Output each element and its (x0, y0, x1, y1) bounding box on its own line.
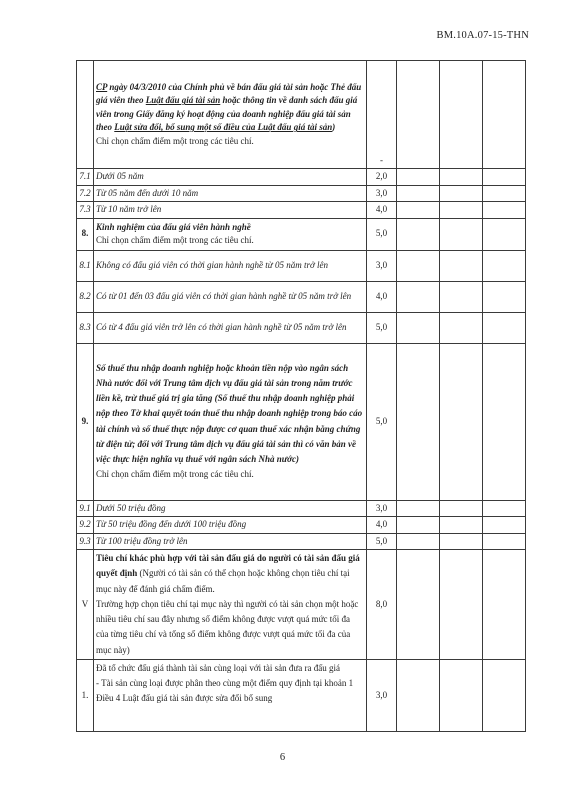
score-cell: 3,0 (367, 660, 397, 732)
empty-cell (483, 250, 526, 281)
score-cell: 4,0 (367, 281, 397, 312)
instruction-text: Chỉ chọn chấm điểm một trong các tiêu chí. (96, 469, 254, 480)
score-cell: 8,0 (367, 550, 397, 660)
criterion-cell: Có từ 01 đến 03 đấu giá viên có thời gian hành nghề từ 05 năm trở lên (94, 281, 367, 312)
score-cell: 4,0 (367, 517, 397, 534)
empty-cell (483, 312, 526, 343)
table-row (77, 550, 526, 660)
criterion-cell (94, 660, 367, 732)
empty-cell (483, 660, 526, 732)
empty-cell (397, 61, 440, 169)
score-cell: 5,0 (367, 312, 397, 343)
criterion-cell (94, 61, 367, 169)
empty-cell (440, 660, 483, 732)
empty-cell (397, 550, 440, 660)
table-row (77, 517, 526, 534)
empty-cell (397, 517, 440, 534)
empty-cell (397, 202, 440, 219)
empty-cell (440, 61, 483, 169)
empty-cell (483, 550, 526, 660)
empty-cell (483, 500, 526, 517)
criterion-text: Luật sửa đổi, bổ sung một số điều của Luật đấu giá tài sản (114, 122, 333, 133)
empty-cell (397, 660, 440, 732)
empty-cell (483, 185, 526, 202)
empty-cell (440, 312, 483, 343)
criterion-text: - Tài sản cùng loại được phân theo cùng một điểm quy định tại khoản 1 Điều 4 Luật đấu giá tài sản được sửa đổi bổ sung (96, 678, 354, 704)
instruction-text: Chỉ chọn chấm điểm một trong các tiêu chí. (96, 235, 254, 245)
empty-cell (483, 202, 526, 219)
criterion-cell: Có từ 4 đấu giá viên trở lên có thời gian hành nghề từ 05 năm trở lên (94, 312, 367, 343)
empty-cell (397, 312, 440, 343)
criterion-cell: Dưới 05 năm (94, 169, 367, 186)
empty-cell (397, 533, 440, 550)
table-row (77, 343, 526, 500)
criterion-text: Trường hợp chọn tiêu chí tại mục này thì người có tài sản chọn một hoặc nhiều tiêu chí sau đây nhưng số điểm không được vượt quá mức tối đa của từng tiêu chí và tổng số điểm không được vượt quá mức tối đa của mục này) (96, 598, 359, 655)
index-cell: 9.1 (77, 500, 94, 517)
empty-cell (440, 281, 483, 312)
index-cell: 7.3 (77, 202, 94, 219)
empty-cell (440, 500, 483, 517)
criterion-text: Đã tổ chức đấu giá thành tài sản cùng loại với tài sản đưa ra đấu giá (96, 663, 340, 673)
index-cell: 9. (77, 343, 94, 500)
empty-cell (397, 218, 440, 250)
empty-cell (483, 61, 526, 169)
empty-cell (483, 169, 526, 186)
instruction-text: Chỉ chọn chấm điểm một trong các tiêu chí. (96, 135, 254, 146)
empty-cell (440, 517, 483, 534)
index-cell: 8. (77, 218, 94, 250)
criterion-cell: Từ 100 triệu đồng trở lên (94, 533, 367, 550)
table-row (77, 660, 526, 732)
index-cell: 7.1 (77, 169, 94, 186)
criterion-cell: Không có đấu giá viên có thời gian hành nghề từ 05 năm trở lên (94, 250, 367, 281)
criterion-text: ) (332, 122, 336, 133)
empty-cell (440, 169, 483, 186)
empty-cell (397, 343, 440, 500)
index-cell: 8.2 (77, 281, 94, 312)
criterion-title: Tiêu chí khác phù hợp với tài sản đấu giá do người có tài sản đấu giá quyết định (96, 553, 360, 579)
empty-cell (440, 533, 483, 550)
empty-cell (483, 517, 526, 534)
empty-cell (483, 218, 526, 250)
score-cell: 2,0 (367, 169, 397, 186)
empty-cell (483, 281, 526, 312)
index-cell: 7.2 (77, 185, 94, 202)
criterion-cell (94, 343, 367, 500)
table-row (77, 281, 526, 312)
table-row (77, 218, 526, 250)
criterion-title: Kinh nghiệm của đấu giá viên hành nghề (96, 221, 251, 232)
index-cell: V (77, 550, 94, 660)
score-value: - (380, 154, 383, 165)
index-cell: 9.2 (77, 517, 94, 534)
table-row (77, 185, 526, 202)
index-cell (77, 61, 94, 169)
criterion-text: Luật đấu giá tài sản (145, 95, 221, 106)
index-cell: 8.3 (77, 312, 94, 343)
score-cell: 5,0 (367, 533, 397, 550)
table-row (77, 61, 526, 169)
empty-cell (483, 533, 526, 550)
criterion-cell (94, 550, 367, 660)
empty-cell (440, 550, 483, 660)
page-number: 6 (279, 752, 286, 763)
table-row (77, 169, 526, 186)
index-cell: 9.3 (77, 533, 94, 550)
empty-cell (397, 500, 440, 517)
score-cell: 3,0 (367, 185, 397, 202)
criterion-text: CP (96, 81, 108, 92)
score-cell: 3,0 (367, 500, 397, 517)
score-cell: 5,0 (367, 218, 397, 250)
empty-cell (440, 250, 483, 281)
index-cell: 8.1 (77, 250, 94, 281)
empty-cell (397, 185, 440, 202)
criterion-cell: Từ 10 năm trở lên (94, 202, 367, 219)
criterion-text: ngày 04/3/2010 của Chính phủ về bán đấu giá tài sản hoặc Thẻ đấu giá viên theo (96, 81, 362, 106)
empty-cell (397, 281, 440, 312)
criterion-cell: Từ 05 năm đến dưới 10 năm (94, 185, 367, 202)
empty-cell (397, 250, 440, 281)
score-cell: 5,0 (367, 343, 397, 500)
table-row (77, 500, 526, 517)
document-code: BM.10A.07-15-THN (436, 30, 529, 41)
criterion-title: Số thuế thu nhập doanh nghiệp hoặc khoản tiền nộp vào ngân sách Nhà nước đối với Trung tâm dịch vụ đấu giá tài sản trong năm trước liền kề, trừ thuế giá trị gia tăng (Số thuế thu nhập doanh nghiệp phải nộp theo Tờ khai quyết toán thuế thu nhập doanh nghiệp trong báo cáo tài chính và số thuế thực nộp được cơ quan thuế xác nhận bằng chứng từ điện tử; đối với Trung tâm dịch vụ đấu giá tài sản thì có văn bản về việc thực hiện nghĩa vụ thuế với ngân sách Nhà nước) (96, 362, 363, 464)
score-cell: 3,0 (367, 250, 397, 281)
criterion-text: (Người có tài sản có thể chọn hoặc không chọn tiêu chí tại mục này để đánh giá chấm điểm. (96, 568, 350, 594)
empty-cell (483, 343, 526, 500)
criterion-cell: Từ 50 triệu đồng đến dưới 100 triệu đồng (94, 517, 367, 534)
table-row (77, 202, 526, 219)
score-cell: 4,0 (367, 202, 397, 219)
table-row (77, 533, 526, 550)
empty-cell (440, 185, 483, 202)
criterion-cell: Dưới 50 triệu đồng (94, 500, 367, 517)
criterion-cell (94, 218, 367, 250)
table-row (77, 250, 526, 281)
criterion-text: hoặc thông tin về danh sách đấu giá viên trong Giấy đăng ký hoạt động của doanh nghiệp đấu giá tài sản theo (96, 95, 358, 133)
table-row (77, 312, 526, 343)
empty-cell (440, 202, 483, 219)
empty-cell (440, 218, 483, 250)
score-cell (367, 61, 397, 169)
index-cell: 1. (77, 660, 94, 732)
scoring-criteria-table (76, 60, 526, 732)
empty-cell (440, 343, 483, 500)
empty-cell (397, 169, 440, 186)
